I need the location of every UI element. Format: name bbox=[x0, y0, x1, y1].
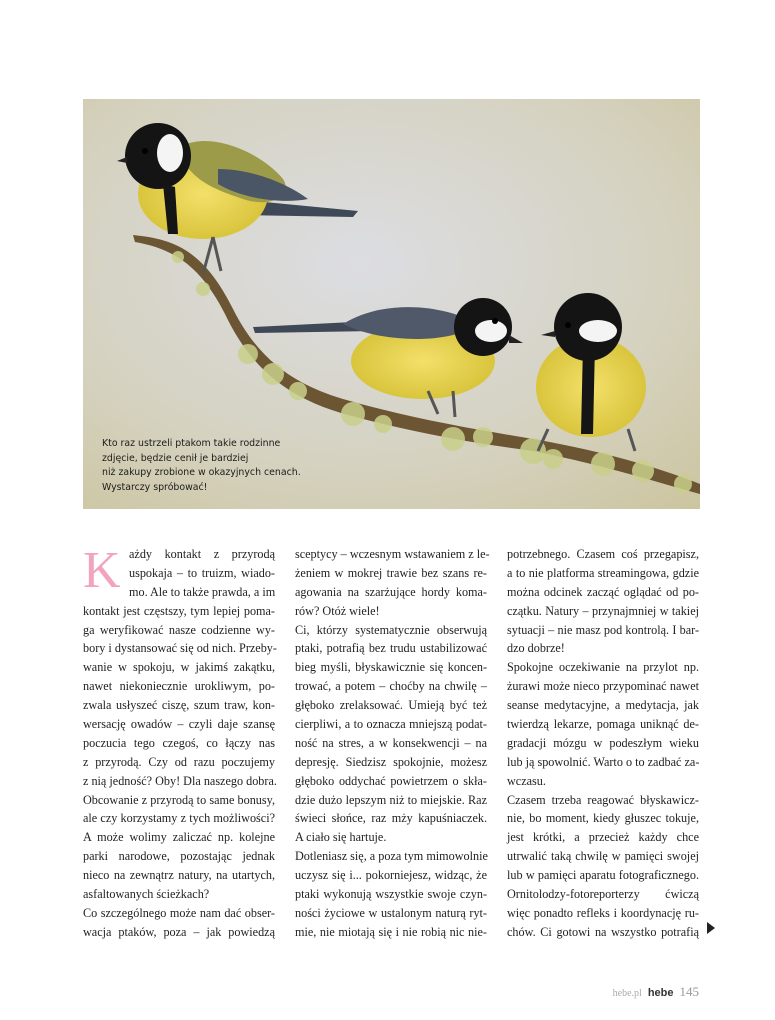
article-line: z nią jedność? Oby! Dla naszego dobra. bbox=[83, 773, 277, 788]
article-line: ażdy kontakt z przyrodą bbox=[129, 547, 275, 561]
article-line: Obcowanie z przyrodą to same bonusy, bbox=[83, 792, 275, 807]
article-line: głęboko oddychać powietrzem o skła- bbox=[295, 773, 487, 788]
page-footer bbox=[613, 984, 699, 1000]
article-line: można odcinek zacząć oglądać od po- bbox=[507, 584, 699, 599]
caption-line: niż zakupy zrobione w okazyjnych cenach. bbox=[102, 467, 301, 478]
article-line: głęboko zrelaksować. Umieją być też bbox=[295, 698, 487, 713]
article-line: uspokaja – to truizm, wiado- bbox=[129, 565, 275, 580]
caption-line: Wystarczy spróbować! bbox=[102, 481, 208, 493]
article-line: asfaltowanych ścieżkach? bbox=[83, 887, 210, 902]
photo-caption bbox=[102, 437, 322, 495]
article-line: poczucia tego czegoś, co łączy nas bbox=[83, 735, 275, 750]
article-line: dzo dobrze! bbox=[507, 641, 565, 656]
article-line: nieco na zewnątrz natury, na utartych, bbox=[83, 868, 275, 883]
article-line: wacja ptaków, poza – jak powiedzą bbox=[83, 924, 275, 939]
article-line: depresję. Siedzisz spokojnie, możesz bbox=[295, 754, 487, 769]
article-line: potrzebnego. Czasem coś przegapisz, bbox=[507, 547, 699, 561]
article-line: uczysz się i... pokorniejesz, widząc, że bbox=[295, 868, 487, 883]
article-line: a to nie platforma streamingowa, gdzie bbox=[507, 565, 699, 580]
caption-line: Kto raz ustrzeli ptakom takie rodzinne bbox=[102, 438, 281, 449]
article-line: lub ją spowolnić. Warto o to zadbać za- bbox=[507, 754, 700, 769]
article-line: rów? Otóż wiele! bbox=[295, 603, 380, 618]
caption-line: zdjęcie, będzie cenił je bardziej bbox=[102, 452, 249, 464]
article-line: Co szczególnego może nam dać obser- bbox=[83, 905, 275, 920]
article-line: seanse medytacyjne, a medytacja, jak bbox=[507, 698, 699, 713]
article-line: więc ponadto refleks i koordynację ru- bbox=[507, 905, 699, 920]
article-line: twierdzą lekarze, pomaga uniknąć de- bbox=[507, 717, 699, 732]
article-line: Ornitolodzy-fotoreporterzy ćwiczą bbox=[507, 887, 699, 902]
column-1-lines bbox=[83, 542, 277, 942]
article-line: mie, nie miotają się i nie robią nic nie- bbox=[295, 924, 487, 939]
article-line: nie, bo moment, kiedy głuszec tokuje, bbox=[507, 811, 699, 826]
article-line: nawet niekoniecznie urokliwym, po- bbox=[83, 679, 275, 694]
article-line: sceptycy – wczesnym wstawaniem z le- bbox=[295, 547, 490, 561]
article-line: ale czy korzystamy z tych możliwości? bbox=[83, 811, 275, 826]
article-line: żurawi może nieco przypominać nawet bbox=[507, 679, 699, 694]
article-line: bieg myśli, błyskawicznie się koncen- bbox=[295, 660, 487, 675]
article-line: dzie dużo lepszym niż to miejskie. Raz bbox=[295, 792, 487, 807]
article-line: wersację owadów – czyli daje szansę bbox=[83, 717, 275, 732]
footer-brand-logo: hebe bbox=[647, 987, 674, 999]
article-line: parki narodowe, pozostając jednak bbox=[83, 849, 275, 864]
article-line: lub w pamięci aparatu fotograficznego. bbox=[507, 868, 699, 883]
article-line: Spokojne oczekiwanie na przylot np. bbox=[507, 660, 699, 675]
article-line: świeci słońce, raz mży kapuśniaczek. bbox=[295, 811, 487, 826]
article-line: wczasu. bbox=[507, 773, 546, 788]
article-line: kontakt jest częstszy, tym lepiej poma- bbox=[83, 603, 275, 618]
article-line: ptaki wykonują wszystkie swoje czyn- bbox=[295, 887, 487, 902]
article-line: Czasem trzeba reagować błyskawicz- bbox=[507, 792, 699, 807]
article-line: ności życiowe w ustalonym naturą ryt- bbox=[295, 905, 487, 920]
article-column-3 bbox=[507, 545, 699, 942]
article-line: utrwalić taką chwilę w pamięci swojej bbox=[507, 849, 699, 864]
article-line: jest krótki, a przecież każdy chce bbox=[507, 830, 699, 845]
article-line: trować, a potem – choćby na chwilę – bbox=[295, 679, 487, 694]
column-2-lines bbox=[295, 545, 490, 942]
article-column-2 bbox=[295, 545, 490, 942]
column-3-lines bbox=[507, 545, 699, 942]
article-line: A może wolimy zaliczać np. kolejne bbox=[83, 830, 275, 845]
article-line: zwala usłyszeć ciszę, szum traw, kon- bbox=[83, 698, 275, 713]
article-line: A ciało się hartuje. bbox=[295, 830, 387, 845]
article-line: żeniem w mokrej trawie bez szans re- bbox=[295, 565, 487, 580]
article-column-1 bbox=[83, 542, 277, 942]
page-number: 145 bbox=[679, 984, 699, 999]
article-line: agowania na szarżujące hordy koma- bbox=[295, 584, 487, 599]
bird-photo bbox=[83, 99, 700, 509]
drop-cap: K bbox=[83, 542, 121, 599]
article-line: Ci, którzy systematycznie obserwują bbox=[295, 622, 487, 637]
article-line: gradacji mózgu w podeszłym wieku bbox=[507, 735, 699, 750]
article-line: wanie w spokoju, w jakimś zakątku, bbox=[83, 660, 275, 675]
continue-arrow-icon bbox=[707, 922, 715, 934]
article-line: cierpliwi, a to oznacza mniejszą podat- bbox=[295, 717, 487, 732]
article-line: mo. Ale to także prawda, a im bbox=[129, 584, 276, 599]
article-line: chów. Ci gotowi na wszystko potrafią bbox=[507, 924, 699, 939]
article-line: z przyrodą. Czy od razu poczujemy bbox=[83, 754, 275, 769]
article-line: ność na stres, a w konsekwencji – na bbox=[295, 735, 487, 750]
article-line: ptaki, potrafią bez trudu ustabilizować bbox=[295, 641, 487, 656]
article-line: czątku. Natury – przynajmniej w takiej bbox=[507, 603, 699, 618]
article-line: bory i dystansować się od nich. Przeby- bbox=[83, 641, 277, 656]
article-line: sytuacji – nie masz pod kontrolą. I bar- bbox=[507, 622, 699, 637]
footer-site: hebe.pl bbox=[612, 988, 642, 999]
article-line: Dotleniasz się, a poza tym mimowolnie bbox=[295, 849, 488, 864]
article-line: ga weryfikować nasze codzienne wy- bbox=[83, 622, 275, 637]
